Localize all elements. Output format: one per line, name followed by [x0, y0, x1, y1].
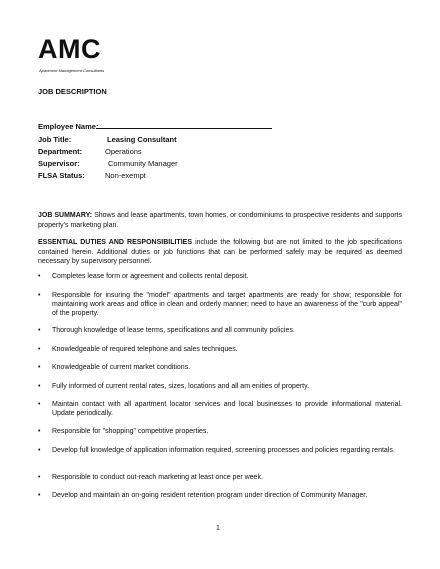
bullet-icon: • — [38, 327, 41, 334]
list-item: • Responsible for "shopping" competitive properties. — [38, 428, 209, 435]
bullet-icon: • — [38, 364, 41, 371]
list-item: • Knowledgeable of current market conditions. — [38, 364, 191, 371]
list-item: • Completes lease form or agreement and collects rental deposit. — [38, 273, 249, 280]
bullet-icon: • — [38, 492, 41, 499]
list-item: • Fully informed of current rental rates, sizes, locations and all am enities of property. — [38, 383, 310, 390]
job-summary — [38, 211, 402, 230]
list-item: • Knowledgeable of required telephone and sales techniques. — [38, 346, 238, 353]
list-item: • Responsible to conduct out-reach marketing at least once per week. — [38, 474, 263, 481]
flsa-status-value: Non-exempt — [105, 171, 146, 180]
bullet-icon: • — [38, 401, 41, 408]
bullet-icon: • — [38, 383, 41, 390]
essential-duties-text: include the following but are not limited to the job specifications contained herein. Additional duties or job functions that can be performed safely may be required as deemed necessary by supervisory personnel. — [38, 239, 402, 265]
bullet-icon: • — [38, 273, 41, 280]
bullet-icon: • — [38, 428, 41, 435]
department-value: Operations — [105, 147, 142, 156]
flsa-status-label: FLSA Status: — [38, 171, 85, 180]
bullet-icon: • — [38, 474, 41, 481]
job-title-field — [38, 136, 71, 144]
list-item: • Responsible for insuring the "model" apartments and target apartments are ready for show; responsible for maintaining work areas and office in clean and orderly manner; need to have an awareness of the "curb appeal" of the property. — [38, 292, 402, 317]
supervisor-field — [38, 160, 80, 168]
job-title-value: Leasing Consultant — [107, 135, 177, 144]
bullet-icon: • — [38, 447, 41, 454]
page-number: 1 — [216, 525, 220, 532]
essential-duties-intro — [38, 238, 402, 267]
department-field — [38, 148, 82, 156]
job-title-label: Job Title: — [38, 135, 72, 144]
supervisor-label: Supervisor: — [38, 159, 80, 168]
list-item: • Thorough knowledge of lease terms, specifications and all community policies. — [38, 327, 295, 334]
bullet-icon: • — [38, 292, 41, 299]
employee-name-line — [96, 128, 272, 129]
employee-name-field — [38, 123, 98, 131]
list-item: • Develop full knowledge of application information required, screening processes and policies regarding rentals. — [38, 447, 395, 454]
document-heading: JOB DESCRIPTION — [38, 87, 107, 96]
logo-tagline: Apartment Management Consultants — [39, 68, 105, 73]
essential-duties-label: ESSENTIAL DUTIES AND RESPONSIBILITIES — [38, 239, 192, 246]
job-summary-text: Shows and lease apartments, town homes, or condominiums to prospective residents and supports property's marketing plan. — [38, 212, 402, 229]
list-item: • Maintain contact with all apartment locator services and local businesses to provide informational material. Update periodically. — [38, 401, 402, 417]
list-item: • Develop and maintain an on-going resident retention program under direction of Community Manager. — [38, 492, 368, 499]
logo-text: AMC — [38, 34, 101, 64]
supervisor-value: Community Manager — [108, 159, 178, 168]
flsa-status-field — [38, 172, 85, 180]
employee-name-label: Employee Name: — [38, 122, 99, 131]
department-label: Department: — [38, 147, 83, 156]
bullet-icon: • — [38, 346, 41, 353]
job-summary-label: JOB SUMMARY: — [38, 212, 93, 219]
